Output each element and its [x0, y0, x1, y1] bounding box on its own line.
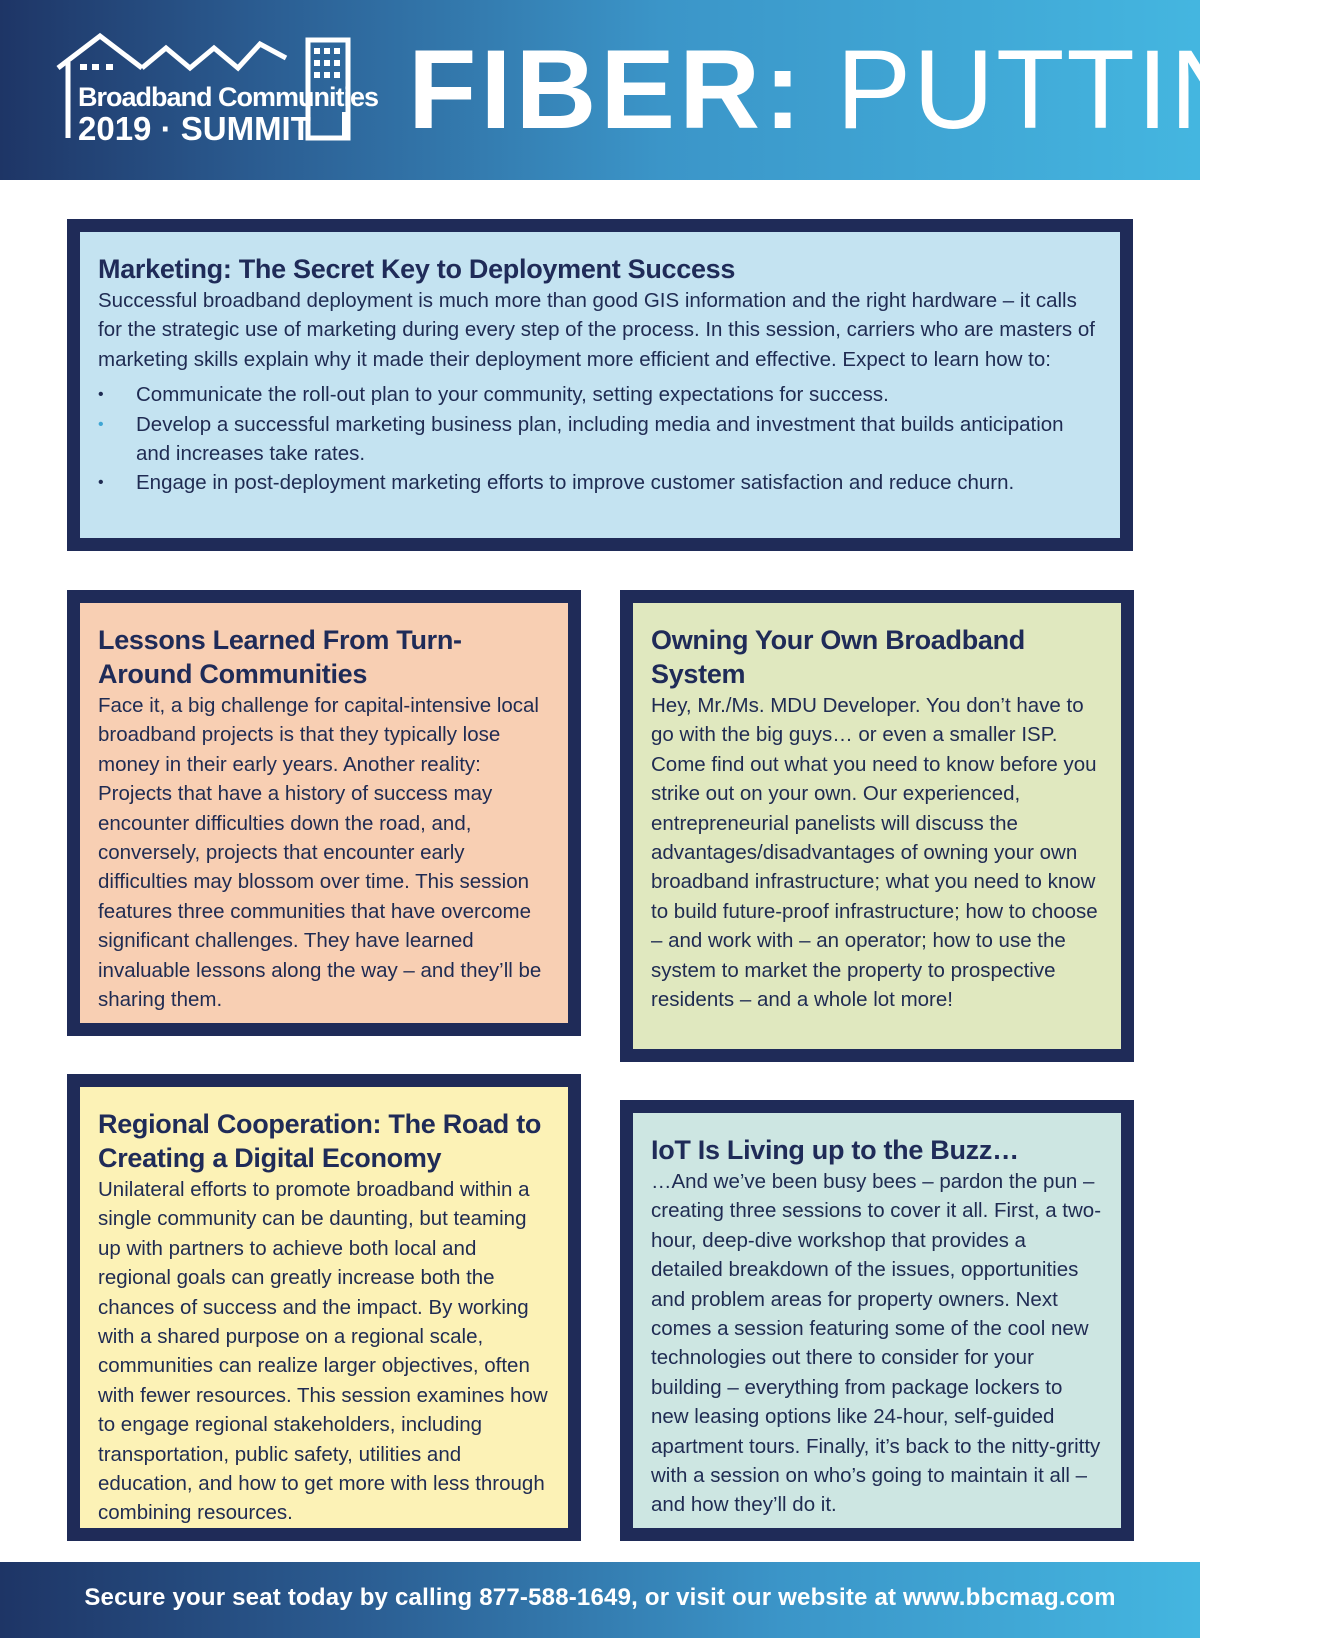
session-title: Owning Your Own Broadband System: [651, 625, 1025, 689]
list-item: [98, 410, 1102, 469]
session-title: IoT Is Living up to the Buzz…: [651, 1135, 1019, 1165]
session-bullets: [98, 380, 1102, 498]
header-banner: [0, 0, 1342, 180]
summit-logo: [58, 32, 379, 148]
session-body: …And we’ve been busy bees – pardon the pun – creating three sessions to cover it all. First, a two-hour, deep-dive workshop that provides a detailed breakdown of the issues, opportunities and problem areas for property owners. Next comes a session featuring some of the cool new technologies out there to consider for your building – everything from package lockers to new leasing options like 24-hour, self-guided apartment tours. Finally, it’s back to the nitty-gritty with a session on who’s going to maintain it all – and how they’ll do it.: [651, 1170, 1102, 1517]
title-light: PUTTING: [836, 27, 1342, 152]
session-card-marketing: [67, 219, 1133, 551]
footer-call-to-action: Secure your seat today by calling 877-588-1649, or visit our website at www.bbcmag.com: [84, 1584, 1116, 1611]
list-item: [98, 468, 1102, 497]
session-card-lessons: [67, 590, 581, 1036]
logo-line-1: Broadband Communities: [78, 82, 379, 112]
session-body: Hey, Mr./Ms. MDU Developer. You don’t have to go with the big guys… or even a smaller ISP. Come find out what you need to know before you strike out on your own. Our experienced, entrepreneurial panelists will discuss the advantages/disadvantages of owning your own broadband infrastructure; what you need to know to build future-proof infrastructure; how to choose – and work with – an operator; how to use the system to market the property to prospective residents – and a whole lot more!: [651, 694, 1098, 1012]
session-title: Lessons Learned From Turn-Around Communities: [98, 625, 462, 689]
title-bold: FIBER:: [408, 27, 806, 152]
bullet-icon: •: [98, 474, 104, 492]
logo-line-2: 2019 · SUMMIT: [78, 110, 311, 147]
footer-banner: [0, 1562, 1200, 1638]
session-card-owning: [620, 590, 1134, 1062]
page-title: [408, 27, 1342, 152]
bullet-text: Communicate the roll-out plan to your community, setting expectations for success.: [136, 383, 889, 407]
session-body: Unilateral efforts to promote broadband within a single community can be daunting, but teaming up with partners to achieve both local and regional goals can greatly increase both the chances of success and the impact. By working with a shared purpose on a regional scale, communities can realize larger objectives, often with fewer resources. This session examines how to engage regional stakeholders, including transportation, public safety, utilities and education, and how to get more with less through combining resources.: [98, 1178, 548, 1525]
session-body: Successful broadband deployment is much more than good GIS information and the right hardware – it calls for the strategic use of marketing during every step of the process. In this session, carriers who are masters of marketing skills explain why it made their deployment more efficient and effective. Expect to learn how to:: [98, 289, 1095, 371]
session-title: Regional Cooperation: The Road to Creating a Digital Economy: [98, 1109, 542, 1173]
session-card-regional: [67, 1074, 581, 1541]
session-body: Face it, a big challenge for capital-intensive local broadband projects is that they typically lose money in their early years. Another reality: Projects that have a history of success may encounter difficulties down the road, and, conversely, projects that encounter early difficulties may blossom over time. This session features three communities that have overcome significant challenges. They have learned invaluable lessons along the way – and they’ll be sharing them.: [98, 694, 542, 1012]
list-item: [98, 380, 1102, 409]
bullet-text: Engage in post-deployment marketing efforts to improve customer satisfaction and reduce churn.: [136, 471, 1015, 495]
bullet-text: Develop a successful marketing business plan, including media and investment that builds anticipation and increases take rates.: [136, 412, 1064, 466]
bullet-icon: •: [98, 386, 104, 404]
session-title: Marketing: The Secret Key to Deployment Success: [98, 254, 736, 284]
session-card-iot: [620, 1100, 1134, 1541]
bullet-icon: •: [98, 415, 104, 433]
